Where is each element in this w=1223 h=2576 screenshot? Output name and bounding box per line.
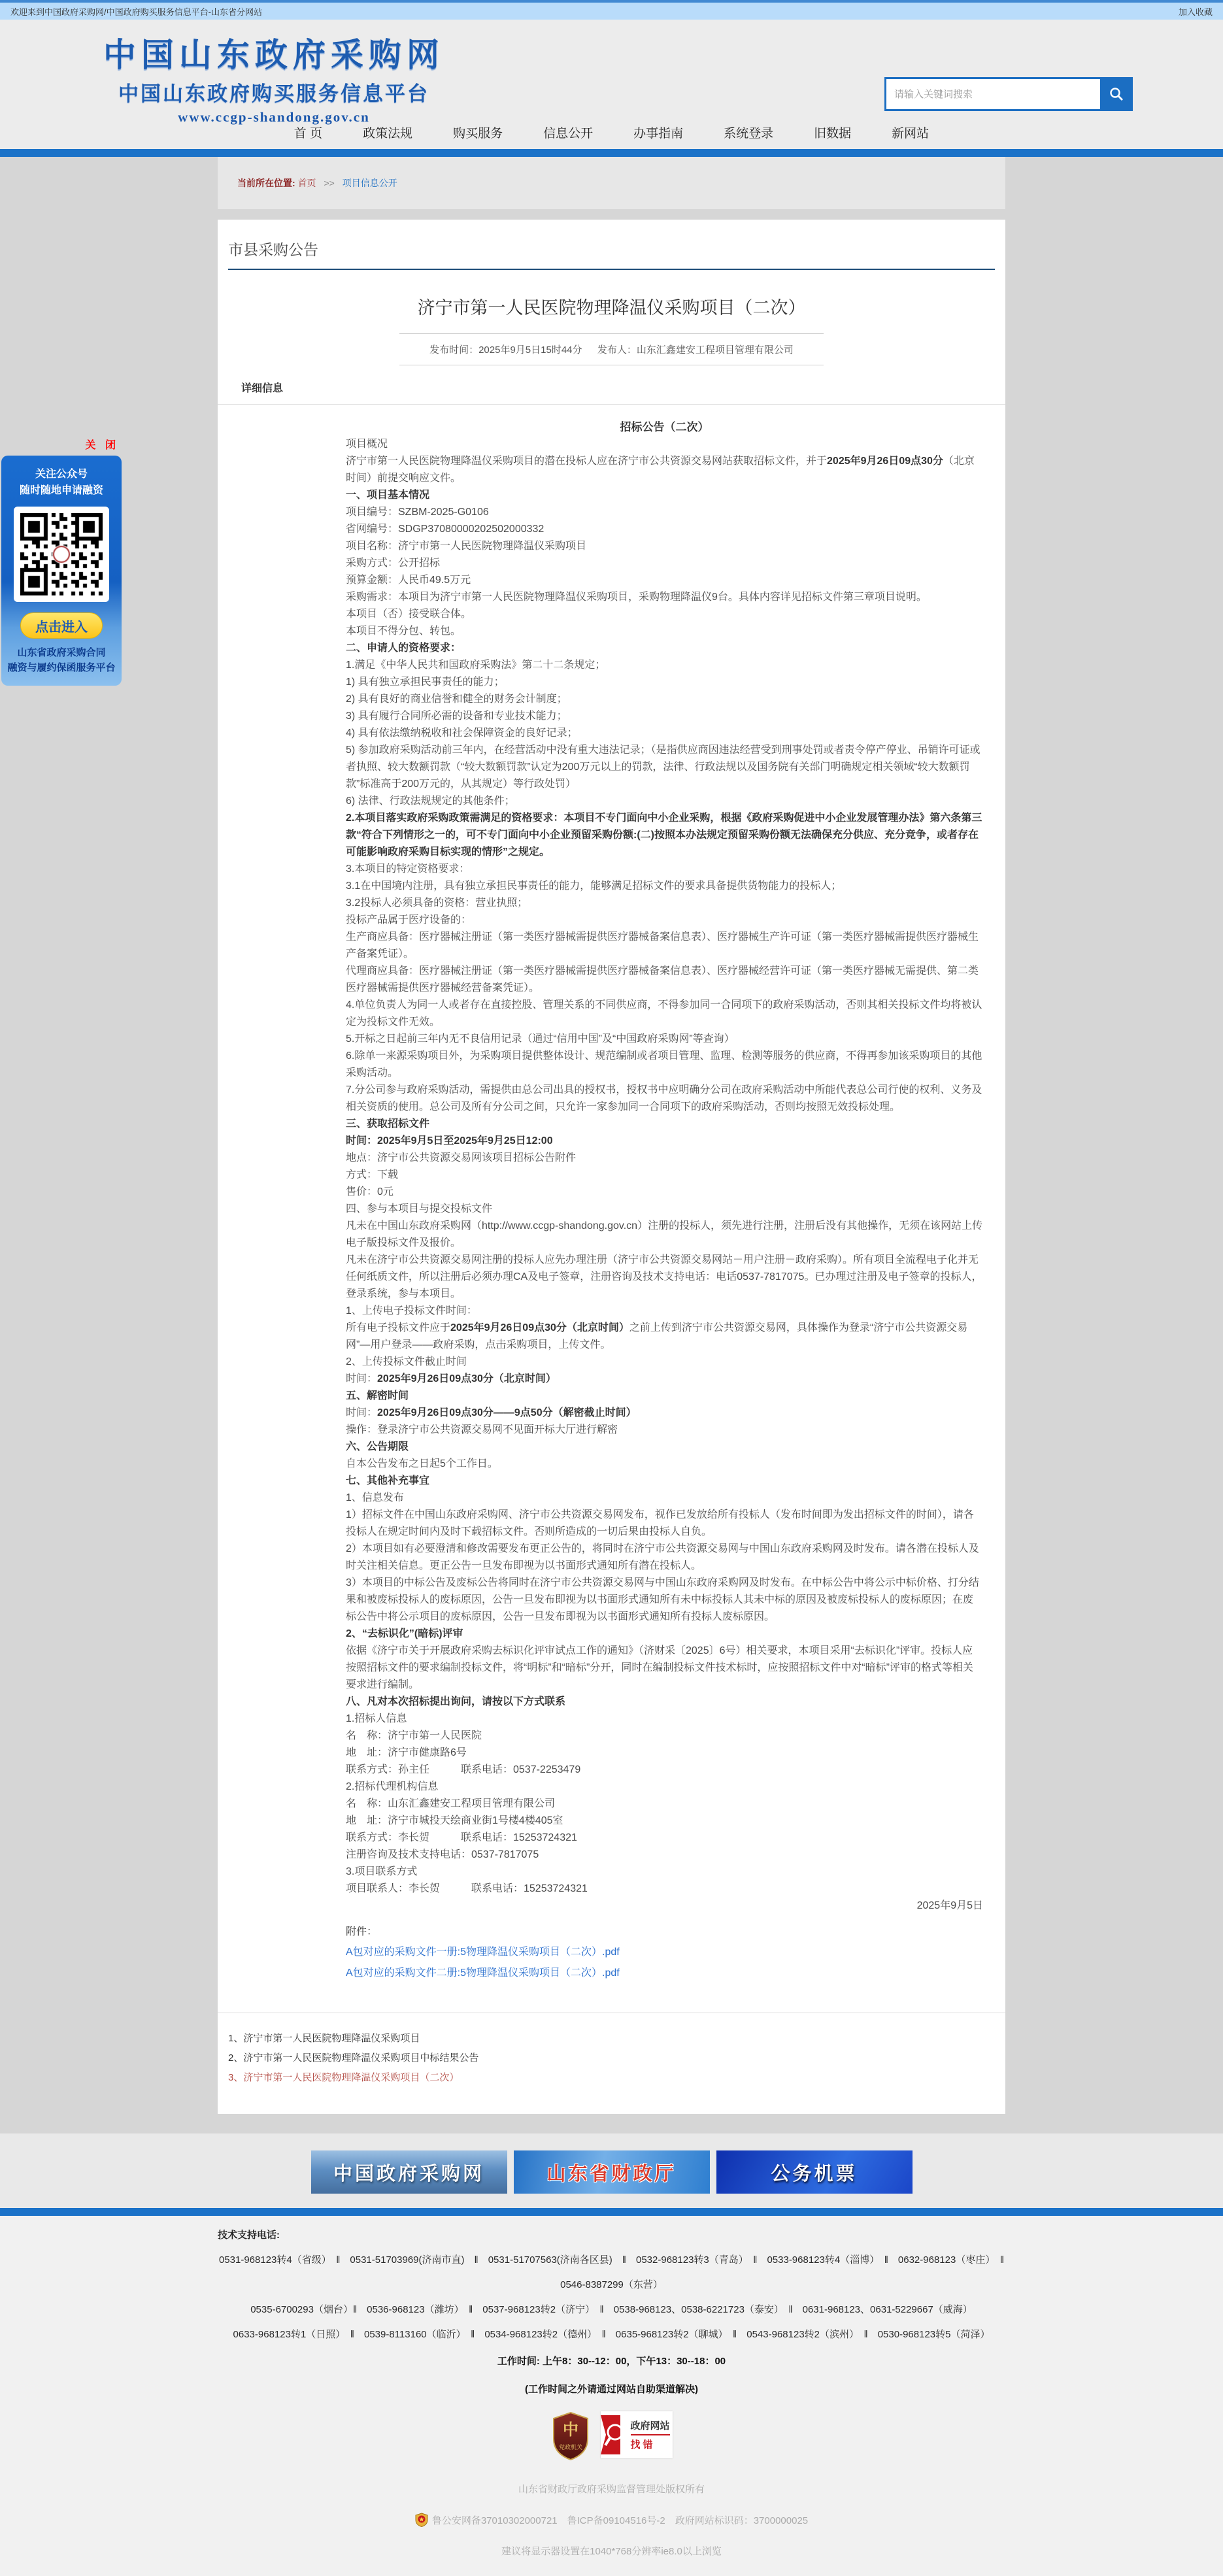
welcome-text: 欢迎来到中国政府采购网/中国政府购买服务信息平台-山东省分网站 — [10, 7, 262, 17]
main-nav — [294, 124, 929, 141]
qr-code-box — [14, 507, 109, 602]
doc-paragraph: 2.本项目落实政府采购政策需满足的资格要求：本项目不专门面向中小企业采购，根据《政府采购促进中小企业发展管理办法》第六条第三款“符合下列情形之一的，可不专门面向中小企业预留采购份额:(二)按照本办法规定预留采购份额无法确保充分供应、充分竞争，或者存在可能影响政府采购目标实现的情形”之规定。 — [346, 812, 982, 858]
find-badge-line1: 政府网站 — [630, 2420, 670, 2432]
doc-paragraph: 6.除单一来源采购项目外，为采购项目提供整体设计、规范编制或者项目管理、监理、检测等服务的供应商，不得再参加该采购项目的其他采购活动。 — [346, 1050, 982, 1079]
doc-paragraph: 2.招标代理机构信息 — [346, 1781, 439, 1792]
finance-float-widget — [1, 437, 122, 686]
attachment-link-2[interactable]: A包对应的采购文件二册:5物理降温仪采购项目（二次）.pdf — [346, 1967, 620, 1979]
notice-card — [218, 220, 1005, 2114]
doc-paragraph: 代理商应具备：医疗器械注册证（第一类医疗器械需提供医疗器械备案信息表）、医疗器械经营许可证（第一类医疗器械无需提供、第二类医疗器械需提供医疗器械经营备案凭证）。 — [346, 965, 979, 994]
svg-text:党政机关: 党政机关 — [558, 2444, 582, 2451]
breadcrumb-current-link[interactable]: 项目信息公开 — [342, 178, 397, 188]
attachments-label: 附件： — [346, 1926, 378, 1937]
doc-paragraph: 采购需求：本项目为济宁市第一人民医院物理降温仪采购项目，采购物理降温仪9台。具体内容详见招标文件第三章项目说明。 — [346, 592, 927, 603]
doc-paragraph: 七、其他补充事宜 — [346, 1475, 430, 1486]
breadcrumb-label: 当前所在位置: — [237, 178, 295, 188]
doc-paragraph: 3.本项目的特定资格要求： — [346, 863, 470, 875]
breadcrumb-separator: >> — [324, 178, 335, 188]
nav-item-4[interactable]: 信息公开 — [543, 127, 594, 141]
site-name: 中国山东政府采购网 — [103, 37, 444, 73]
self-service-note: (工作时间之外请通过网站自助渠道解决) — [525, 2384, 698, 2395]
banner-link-3[interactable]: 公务机票 — [716, 2150, 913, 2194]
related-notices — [218, 2013, 1005, 2090]
doc-paragraph: 所有电子投标文件应于2025年9月26日09点30分（北京时间）之前上传到济宁市公共资源交易网，具体操作为登录“济宁市公共资源交易网”—用户登录——政府采购，点击采购项目，上传文件。 — [346, 1322, 968, 1350]
related-notice-link-3[interactable]: 3、济宁市第一人民医院物理降温仪采购项目（二次） — [228, 2072, 460, 2083]
doc-paragraph: 时间：2025年9月26日09点30分——9点50分（解密截止时间） — [346, 1407, 637, 1418]
doc-paragraph: 6) 法律、行政法规规定的其他条件； — [346, 795, 515, 807]
search-bar — [884, 77, 1133, 111]
section-title: 市县采购公告 — [228, 238, 995, 270]
doc-paragraph: 操作：登录济宁市公共资源交易网不见面开标大厅进行解密 — [346, 1424, 618, 1435]
doc-paragraph: 3）本项目的中标公告及废标公告将同时在济宁市公共资源交易网与中国山东政府采购网及时发布。在中标公告中将公示中标价格、打分结果和被废标投标人的废标原因，公告一旦发布即视为以书面形式通知所有未中标投标人其未中标的原因及被废标投标人的废标原因；在废标公告中将公示项目的废标原因，公告一旦发布即视为以书面形式通知所有投标人废标原因。 — [346, 1577, 979, 1622]
doc-paragraph: 三、获取招标文件 — [346, 1118, 430, 1129]
doc-paragraph: 1) 具有独立承担民事责任的能力； — [346, 677, 505, 688]
footer-divider-bar — [0, 2208, 1223, 2216]
close-button[interactable]: 关 闭 — [85, 440, 119, 451]
site-url: www.ccgp-shandong.gov.cn — [178, 109, 370, 125]
finance-widget-card[interactable] — [1, 456, 122, 686]
attachments — [346, 1922, 983, 1984]
nav-item-5[interactable]: 办事指南 — [633, 127, 684, 141]
doc-paragraph: 地 址：济宁市城投天绘商业街1号楼4楼405室 — [346, 1815, 563, 1826]
doc-paragraph: 地点：济宁市公共资源交易网该项目招标公告附件 — [346, 1152, 577, 1163]
partner-banners — [0, 2133, 1223, 2208]
doc-paragraph: 1、信息发布 — [346, 1492, 404, 1503]
widget-note1: 山东省政府采购合同 — [17, 647, 106, 658]
doc-paragraph: 依据《济宁市关于开展政府采购去标识化评审试点工作的通知》（济财采〔2025〕6号）相关要求，本项目采用“去标识化”评审。投标人应按照招标文件的要求编制投标文件，将“明标”和“暗标”分开，同时在编制投标文件技术标时，应按照招标文件中对“暗标”评审的格式等相关要求进行编制。 — [346, 1645, 973, 1690]
doc-paragraph: 名 称：山东汇鑫建安工程项目管理有限公司 — [346, 1798, 556, 1809]
doc-paragraph: 四、参与本项目与提交投标文件 — [346, 1203, 493, 1214]
top-bar — [0, 0, 1223, 20]
doc-paragraph: 2、上传投标文件截止时间 — [346, 1356, 467, 1367]
doc-paragraph: 凡未在济宁市公共资源交易网注册的投标人应先办理注册（济宁市公共资源交易网站－用户注册－政府采购）。所有项目全流程电子化并无任何纸质文件，所以注册后必须办理CA及电子签章，注册咨询及技术支持电话：电话0537-7817075。已办理过注册及电子签章的投标人，登录系统，参与本项目。 — [346, 1254, 982, 1299]
doc-paragraph: 3) 具有履行合同所必需的设备和专业技术能力； — [346, 711, 567, 722]
doc-paragraph: 地 址：济宁市健康路6号 — [346, 1747, 467, 1758]
doc-paragraph: 1.满足《中华人民共和国政府采购法》第二十二条规定； — [346, 660, 606, 671]
party-gov-badge-icon[interactable] — [551, 2411, 590, 2464]
doc-paragraph: 招标公告（二次） — [620, 421, 709, 433]
doc-paragraph: 2）本项目如有必要澄清和修改需要发布更正公告的，将同时在济宁市公共资源交易网与中国山东政府采购网及时发布。请各潜在投标人及时关注相关信息。更正公告一旦发布即视为以书面形式通知所有潜在投标人。 — [346, 1543, 979, 1571]
doc-paragraph: 本项目（否）接受联合体。 — [346, 609, 472, 620]
site-logo[interactable] — [103, 29, 444, 125]
page-title: 济宁市第一人民医院物理降温仪采购项目（二次） — [417, 298, 806, 318]
doc-paragraph: 省网编号：SDGP37080000202502000332 — [346, 524, 544, 535]
main-area — [0, 157, 1223, 2133]
doc-paragraph: 3.1在中国境内注册，具有独立承担民事责任的能力，能够满足招标文件的要求具备提供货物能力的投标人； — [346, 880, 842, 892]
header-divider-bar — [0, 149, 1223, 157]
doc-paragraph: 2025年9月5日 — [916, 1900, 983, 1911]
doc-paragraph: 7.分公司参与政府采购活动，需提供由总公司出具的授权书，授权书中应明确分公司在政府采购活动中所能代表总公司行使的权利、义务及相关资质的使用。总公司及所有分公司之间，只允许一家参加同一合同项下的政府采购活动，否则均按照无效投标处理。 — [346, 1084, 982, 1112]
search-input[interactable] — [884, 77, 1100, 111]
svg-text:中: 中 — [562, 2421, 578, 2439]
nav-item-7[interactable]: 旧数据 — [814, 127, 852, 141]
doc-paragraph: 生产商应具备：医疗器械注册证（第一类医疗器械需提供医疗器械备案信息表）、医疗器械生产许可证（第一类医疗器械需提供医疗器械生产备案凭证）。 — [346, 931, 979, 960]
doc-paragraph: 预算金额：人民币49.5万元 — [346, 575, 471, 586]
detail-info-label: 详细信息 — [218, 365, 1005, 405]
site-subtitle: 中国山东政府购买服务信息平台 — [118, 82, 429, 105]
doc-paragraph: 自本公告发布之日起5个工作日。 — [346, 1458, 498, 1469]
doc-paragraph: 投标产品属于医疗设备的： — [346, 914, 472, 926]
doc-paragraph: 4.单位负责人为同一人或者存在直接控股、管理关系的不同供应商，不得参加同一合同项下的政府采购活动，否则其相关投标文件均将被认定为投标文件无效。 — [346, 999, 982, 1028]
resolution-advice: 建议将显示器设置在1040*768分辨率ie8.0以上浏览 — [501, 2546, 722, 2557]
doc-paragraph: 时间：2025年9月26日09点30分（北京时间） — [346, 1373, 556, 1384]
widget-note2: 融资与履约保函服务平台 — [7, 662, 116, 673]
nav-item-6[interactable]: 系统登录 — [724, 127, 774, 141]
copyright-text: 山东省财政厅政府采购监督管理处版权所有 — [518, 2484, 705, 2495]
working-hours: 工作时间: 上午8：30--12：00，下午13：30--18：00 — [497, 2356, 726, 2367]
doc-paragraph: 3.2投标人必须具备的资格：营业执照； — [346, 897, 528, 909]
add-favorite-link[interactable]: 加入收藏 — [1178, 7, 1213, 17]
publisher: 发布人：山东汇鑫建安工程项目管理有限公司 — [597, 344, 794, 356]
banner-link-1[interactable]: 中国政府采购网 — [311, 2150, 507, 2194]
doc-paragraph: 二、申请人的资格要求： — [346, 643, 461, 654]
doc-paragraph: 2) 具有良好的商业信誉和健全的财务会计制度； — [346, 694, 567, 705]
breadcrumb-home-link[interactable]: 首页 — [297, 178, 316, 188]
doc-paragraph: 六、公告期限 — [346, 1441, 409, 1452]
doc-paragraph: 5) 参加政府采购活动前三年内，在经营活动中没有重大违法记录；（是指供应商因违法经营受到刑事处罚或者责令停产停业、吊销许可证或者执照、较大数额罚款（“较大数额罚款”认定为200万元以上的罚款，法律、行政法规以及国务院有关部门明确规定相关领域“较大数额罚款”标准高于200万元的，从其规定）等行政处罚） — [346, 744, 980, 790]
doc-paragraph: 1、上传电子投标文件时间： — [346, 1305, 477, 1316]
nav-item-8[interactable]: 新网站 — [892, 127, 930, 141]
doc-paragraph: 凡未在中国山东政府采购网（http://www.ccgp-shandong.gov.cn）注册的投标人，须先进行注册，注册后没有其他操作，无须在该网站上传电子版投标文件及报价。 — [346, 1220, 983, 1248]
qr-code — [20, 513, 103, 595]
doc-paragraph: 项目名称：济宁市第一人民医院物理降温仪采购项目 — [346, 541, 587, 552]
police-badge-icon — [415, 2513, 428, 2527]
search-button[interactable] — [1100, 77, 1133, 111]
doc-paragraph: 联系方式：李长贺 联系电话：15253724321 — [346, 1832, 577, 1843]
doc-paragraph: 一、项目基本情况 — [346, 490, 430, 501]
doc-paragraph: 方式：下载 — [346, 1169, 399, 1180]
related-notice-link-1[interactable]: 1、济宁市第一人民医院物理降温仪采购项目 — [228, 2033, 420, 2044]
nav-item-2[interactable]: 政策法规 — [363, 127, 413, 141]
phone-line-2: 0546-8387299（东营） — [560, 2279, 663, 2290]
doc-paragraph: 2、“去标识化”(暗标)评审 — [346, 1628, 463, 1639]
doc-paragraph: 联系方式：孙主任 联系电话：0537-2253479 — [346, 1764, 581, 1775]
phone-line-4: 0633-968123转1（日照） ‖ 0539-8113160（临沂） ‖ 0534-968123转2（德州） ‖ 0635-968123转2（聊城） ‖ 0543-968123转2（滨州） ‖ 0530-968123转5（菏泽） — [233, 2329, 990, 2340]
nav-item-3[interactable]: 购买服务 — [453, 127, 503, 141]
doc-paragraph: 名 称：济宁市第一人民医院 — [346, 1730, 482, 1741]
doc-paragraph: 4) 具有依法缴纳税收和社会保障资金的良好记录； — [346, 728, 578, 739]
related-notice-link-2[interactable]: 2、济宁市第一人民医院物理降温仪采购项目中标结果公告 — [228, 2052, 479, 2064]
site-header — [0, 20, 1223, 149]
attachment-link-1[interactable]: A包对应的采购文件一册:5物理降温仪采购项目（二次）.pdf — [346, 1947, 620, 1958]
enter-button[interactable]: 点击进入 — [20, 612, 103, 639]
publish-time: 发布时间：2025年9月5日15时44分 — [429, 344, 582, 356]
nav-item-1[interactable]: 首 页 — [293, 127, 323, 141]
doc-paragraph: 项目联系人：李长贺 联系电话：15253724321 — [346, 1883, 588, 1894]
phone-line-1: 0531-968123转4（省级） ‖ 0531-51703969(济南市直) ‖ 0531-51707563(济南各区县) ‖ 0532-968123转3（青岛） ‖ 0533-968123转4（淄博） ‖ 0632-968123（枣庄） ‖ — [218, 2254, 1005, 2266]
doc-paragraph: 济宁市第一人民医院物理降温仪采购项目的潜在投标人应在济宁市公共资源交易网站获取招标文件，并于2025年9月26日09点30分（北京时间）前提交响应文件。 — [346, 456, 975, 484]
phone-line-3: 0535-6700293（烟台）‖ 0536-968123（潍坊） ‖ 0537-968123转2（济宁） ‖ 0538-968123、0538-6221723（泰安） ‖ 0631-968123、0631-5229667（威海） — [250, 2304, 973, 2315]
doc-paragraph: 1.招标人信息 — [346, 1713, 407, 1724]
publish-meta — [399, 333, 824, 365]
doc-paragraph: 项目概况 — [346, 439, 388, 450]
find-badge-line2: 找错 — [630, 2439, 656, 2451]
search-icon — [1109, 86, 1124, 102]
tech-support-label: 技术支持电话: — [218, 2230, 280, 2241]
doc-paragraph: 时间：2025年9月5日至2025年9月25日12:00 — [346, 1135, 553, 1146]
beian-line: 鲁公安网备37010302000721 鲁ICP备09104516号-2 政府网站标识码：3700000025 — [0, 2513, 1223, 2527]
doc-paragraph: 1）招标文件在中国山东政府采购网、济宁市公共资源交易网发布，视作已发放给所有投标人（发布时间即为发出招标文件的时间），请各投标人在规定时间内及时下载招标文件。否则所造成的一切后果由投标人自负。 — [346, 1509, 974, 1537]
doc-paragraph: 五、解密时间 — [346, 1390, 409, 1401]
widget-line2: 随时随地申请融资 — [19, 485, 103, 496]
doc-paragraph: 本项目不得分包、转包。 — [346, 626, 461, 637]
doc-paragraph: 八、凡对本次招标提出询问，请按以下方式联系 — [346, 1696, 566, 1707]
doc-paragraph: 3.项目联系方式 — [346, 1866, 418, 1877]
doc-paragraph: 注册咨询及技术支持电话：0537-7817075 — [346, 1849, 539, 1860]
page-footer — [0, 2216, 1223, 2576]
widget-line1: 关注公众号 — [35, 469, 88, 480]
breadcrumb — [218, 157, 1005, 209]
doc-paragraph: 采购方式：公开招标 — [346, 558, 441, 569]
doc-paragraph: 项目编号：SZBM-2025-G0106 — [346, 507, 489, 518]
doc-body — [346, 419, 983, 1915]
gov-site-error-report-badge[interactable] — [601, 2411, 673, 2458]
banner-link-2[interactable]: 山东省财政厅 — [514, 2150, 710, 2194]
doc-paragraph: 5.开标之日起前三年内无不良信用记录（通过“信用中国”及“中国政府采购网”等查询） — [346, 1033, 735, 1045]
doc-paragraph: 售价：0元 — [346, 1186, 394, 1197]
